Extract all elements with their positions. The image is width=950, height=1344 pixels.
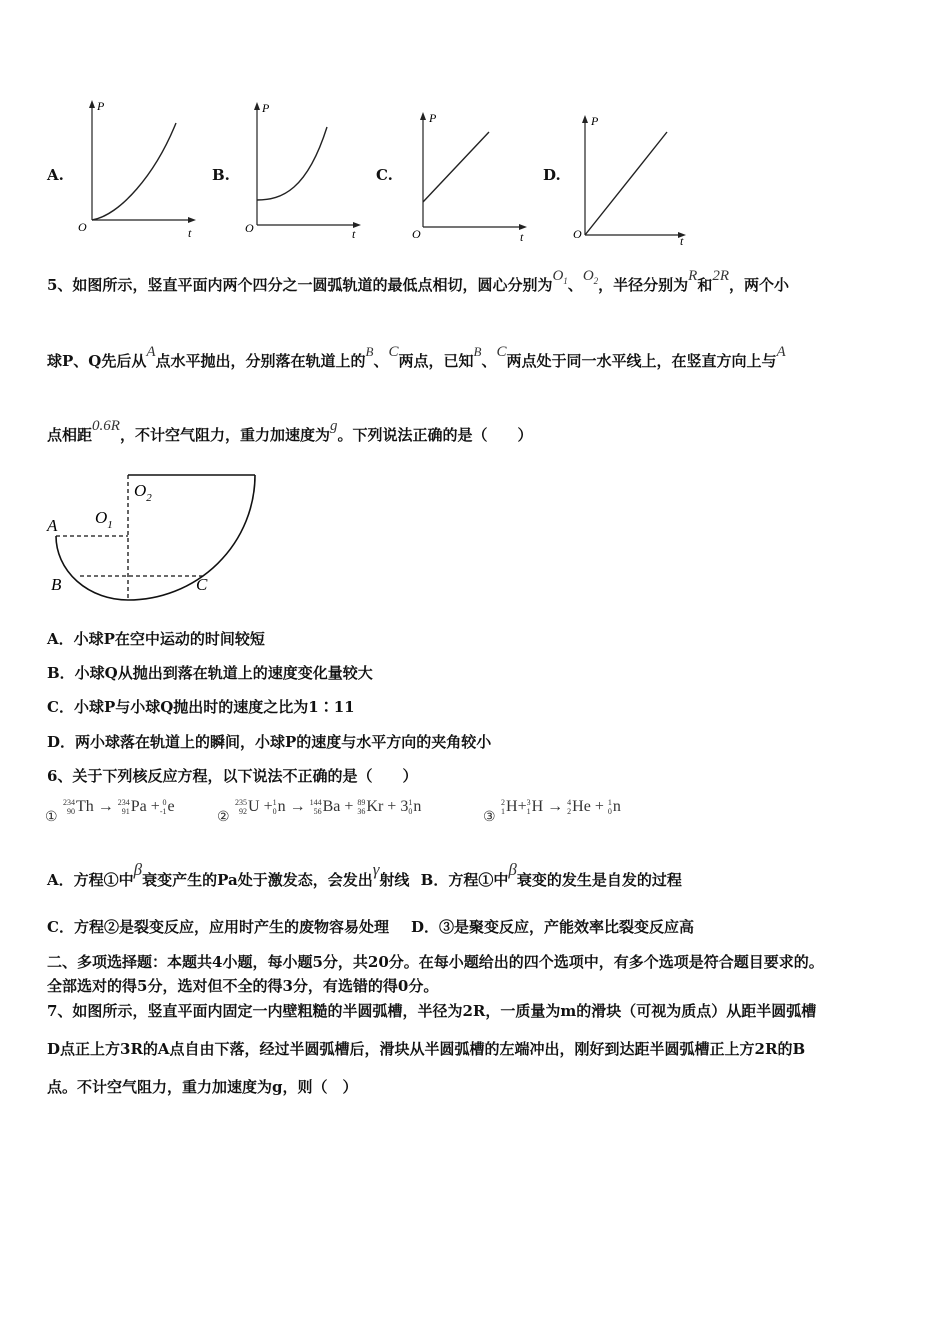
y-arrow-icon bbox=[582, 115, 588, 123]
q6-option-b-text: 衰变的发生是自发的过程 bbox=[516, 871, 682, 889]
symbol-a: A bbox=[146, 344, 156, 360]
point-a-label: A bbox=[47, 516, 58, 535]
eq3-marker: ③ bbox=[483, 810, 496, 825]
q7-line-2: D点正上方3R的A点自由下落，经过半圆弧槽后，滑块从半圆弧槽的左端冲出，刚好到达距半圆弧槽正上方2R的B bbox=[47, 1040, 806, 1058]
equation-3: 2 1H+3 1H → 4 2He + 1 0n bbox=[501, 798, 621, 817]
q6-option-a-text: 衰变产生的Pa处于激发态，会发出 bbox=[142, 871, 373, 889]
center-o1-label: $O_1$ bbox=[95, 508, 113, 531]
equation-1: 234 90Th → 234 91Pa + 0 -1e bbox=[63, 798, 175, 817]
q5-option-c[interactable]: C．小球P与小球Q抛出时的速度之比为1∶11 bbox=[47, 698, 355, 716]
q5-line-3 bbox=[47, 418, 533, 445]
axis-t-label: t bbox=[188, 226, 192, 240]
curve-b bbox=[257, 127, 327, 200]
q5-option-a[interactable]: A．小球P在空中运动的时间较短 bbox=[47, 630, 265, 648]
graph-option-a-label[interactable]: A. bbox=[47, 166, 64, 184]
q6-options-ab bbox=[47, 860, 682, 890]
q6-option-c[interactable]: C．方程②是裂变反应，应用时产生的废物容易处理 bbox=[47, 918, 389, 936]
symbol-r: R bbox=[688, 268, 698, 284]
q6-equations bbox=[45, 798, 925, 828]
y-arrow-icon bbox=[420, 112, 426, 120]
graph-option-c-label[interactable]: C. bbox=[376, 166, 393, 184]
q5-text: 两点，已知 bbox=[398, 352, 474, 370]
q6-stem: 6、关于下列核反应方程，以下说法不正确的是（ ） bbox=[47, 767, 418, 785]
line-d bbox=[585, 132, 667, 235]
axis-t-label: t bbox=[520, 230, 524, 244]
axis-p-label: P bbox=[262, 101, 270, 115]
q6-option-a[interactable]: A．方程①中 bbox=[47, 871, 134, 889]
symbol-b: B bbox=[473, 344, 482, 359]
symbol-o1: $O_1$ bbox=[552, 268, 568, 286]
q7-line-1: 7、如图所示，竖直平面内固定一内壁粗糙的半圆弧槽，半径为2R，一质量为m的滑块（可视为质点）从距半圆弧槽 bbox=[47, 1002, 817, 1020]
x-arrow-icon bbox=[188, 217, 196, 223]
graph-option-b-label[interactable]: B. bbox=[212, 166, 230, 184]
symbol-a: A bbox=[776, 344, 786, 360]
symbol-beta: β bbox=[508, 860, 517, 879]
q5-text: 点相距 bbox=[47, 426, 93, 444]
graph-option-d-label[interactable]: D. bbox=[543, 166, 561, 184]
q5-text: ，不计空气阻力，重力加速度为 bbox=[119, 426, 330, 444]
axis-p-label: P bbox=[97, 99, 105, 113]
q5-text: ，两个小 bbox=[729, 276, 790, 294]
eq1-marker: ① bbox=[45, 810, 58, 825]
axis-t-label: t bbox=[680, 234, 684, 248]
separator: 、 bbox=[567, 276, 583, 294]
y-arrow-icon bbox=[254, 102, 260, 110]
symbol-b: B bbox=[365, 344, 374, 359]
q6-option-a-text: 射线 bbox=[379, 871, 410, 889]
center-o2-label: $O_2$ bbox=[134, 481, 152, 504]
separator: 、 bbox=[481, 352, 497, 370]
section-2-heading: 二、多项选择题：本题共4小题，每小题5分，共20分。在每小题给出的四个选项中，有多个选项是符合题目要求的。 bbox=[47, 953, 824, 971]
origin-label: O bbox=[78, 220, 87, 234]
symbol-c: C bbox=[496, 344, 507, 360]
symbol-c: C bbox=[388, 344, 399, 360]
q7-line-3: 点。不计空气阻力，重力加速度为g，则（ ） bbox=[47, 1078, 358, 1096]
q5-text: 。下列说法正确的是（ ） bbox=[337, 426, 533, 444]
y-arrow-icon bbox=[89, 100, 95, 108]
origin-label: O bbox=[412, 227, 421, 241]
q5-line-2 bbox=[47, 344, 786, 371]
symbol-gamma: γ bbox=[372, 860, 380, 879]
symbol-g: g bbox=[329, 418, 338, 434]
q6-option-d[interactable]: D．③是聚变反应，产能效率比裂变反应高 bbox=[410, 918, 694, 936]
section-2-scoring: 全部选对的得5分，选对但不全的得3分，有选错的得0分。 bbox=[47, 977, 439, 995]
q5-option-d[interactable]: D．两小球落在轨道上的瞬间，小球P的速度与水平方向的夹角较小 bbox=[47, 733, 492, 751]
symbol-o2: $O_2$ bbox=[582, 268, 599, 286]
graph-d bbox=[570, 108, 705, 248]
graph-a bbox=[70, 95, 205, 240]
line-c bbox=[423, 132, 489, 202]
equation-2: 235 92U +1 0n → 144 56Ba + 89 36Kr + 31 0n bbox=[235, 798, 422, 817]
symbol-beta: β bbox=[133, 860, 143, 879]
small-arc bbox=[56, 536, 128, 600]
symbol-distance: 0.6R bbox=[92, 418, 120, 434]
separator: 、 bbox=[373, 352, 389, 370]
q5-text: ，半径分别为 bbox=[598, 276, 689, 294]
q6-options-cd bbox=[47, 916, 694, 937]
point-c-label: C bbox=[196, 575, 208, 594]
curve-a bbox=[92, 123, 176, 220]
q5-text: 球P、Q先后从 bbox=[47, 352, 147, 370]
q5-option-b[interactable]: B．小球Q从抛出到落在轨道上的速度变化量较大 bbox=[47, 664, 373, 682]
q5-text: 和 bbox=[697, 276, 713, 294]
eq2-marker: ② bbox=[217, 810, 230, 825]
q5-text: 点水平抛出，分别落在轨道上的 bbox=[155, 352, 366, 370]
q5-figure bbox=[45, 468, 270, 608]
q5-line-1 bbox=[47, 268, 790, 296]
q6-option-b[interactable]: B．方程①中 bbox=[420, 871, 509, 889]
origin-label: O bbox=[573, 227, 582, 241]
q5-text: 两点处于同一水平线上，在竖直方向上与 bbox=[506, 352, 777, 370]
axis-t-label: t bbox=[352, 227, 356, 240]
graph-b bbox=[237, 95, 372, 240]
q5-text: 5、如图所示，竖直平面内两个四分之一圆弧轨道的最低点相切，圆心分别为 bbox=[47, 276, 553, 294]
axis-p-label: P bbox=[591, 114, 599, 128]
point-b-label: B bbox=[51, 575, 62, 594]
origin-label: O bbox=[245, 221, 254, 235]
axis-p-label: P bbox=[429, 111, 437, 125]
graph-c bbox=[405, 105, 540, 245]
symbol-2r: 2R bbox=[712, 268, 730, 284]
